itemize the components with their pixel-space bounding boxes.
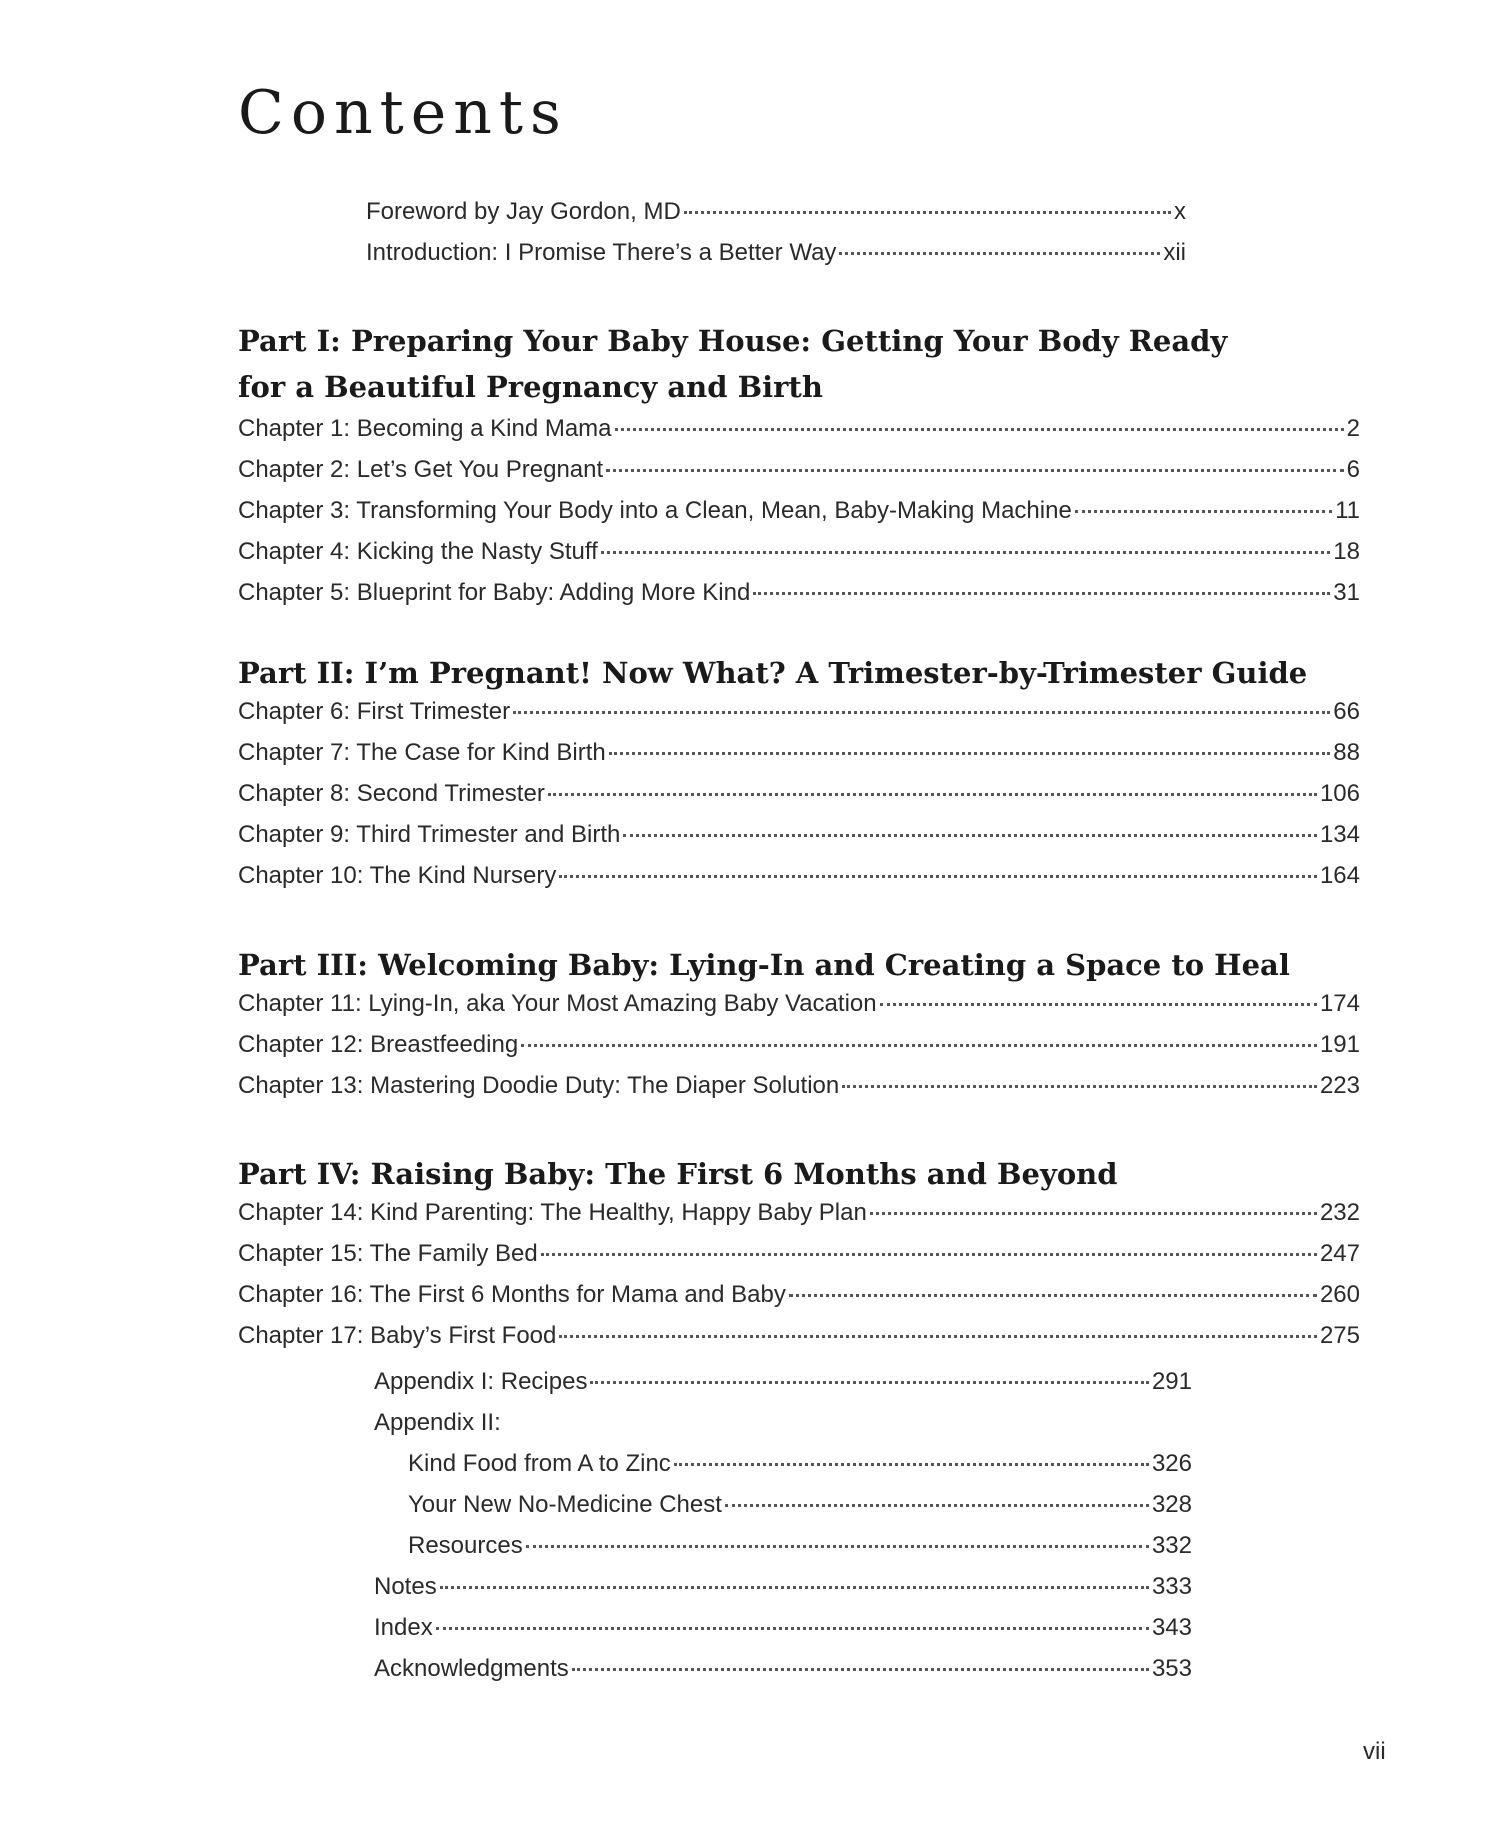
entry-label: Chapter 7: The Case for Kind Birth bbox=[238, 739, 606, 766]
entry-label: Notes bbox=[374, 1573, 437, 1600]
entry-page: 326 bbox=[1151, 1450, 1192, 1477]
entry-label: Chapter 14: Kind Parenting: The Healthy, Happy Baby Plan bbox=[238, 1199, 867, 1226]
page-title: Contents bbox=[238, 78, 568, 148]
toc-entry-chapter[interactable] bbox=[238, 698, 1360, 739]
entry-page: 134 bbox=[1319, 821, 1360, 848]
entry-page: 31 bbox=[1333, 579, 1360, 606]
entry-label: Chapter 11: Lying-In, aka Your Most Amazing Baby Vacation bbox=[238, 990, 877, 1017]
entry-label: Appendix I: Recipes bbox=[374, 1368, 588, 1395]
dot-leader bbox=[526, 1545, 1149, 1548]
entry-page: 106 bbox=[1319, 780, 1360, 807]
part-3-section bbox=[238, 942, 1360, 1113]
entry-page: 291 bbox=[1151, 1368, 1192, 1395]
part-title: Part IV: Raising Baby: The First 6 Months and Beyond bbox=[238, 1157, 1118, 1191]
dot-leader bbox=[548, 793, 1317, 796]
front-matter-list bbox=[366, 198, 1186, 280]
toc-entry-notes[interactable] bbox=[374, 1573, 1192, 1614]
dot-leader bbox=[839, 252, 1160, 255]
entry-page: 18 bbox=[1333, 538, 1360, 565]
entry-page: xii bbox=[1163, 239, 1186, 266]
part-title: Part III: Welcoming Baby: Lying-In and Creating a Space to Heal bbox=[238, 948, 1290, 982]
entry-page: 88 bbox=[1333, 739, 1360, 766]
toc-entry-chapter[interactable] bbox=[238, 456, 1360, 497]
entry-label: Acknowledgments bbox=[374, 1655, 569, 1682]
entry-page: 232 bbox=[1319, 1199, 1360, 1226]
dot-leader bbox=[623, 834, 1317, 837]
toc-entry-introduction[interactable] bbox=[366, 239, 1186, 280]
entry-page: 328 bbox=[1151, 1491, 1192, 1518]
toc-entry-chapter[interactable] bbox=[238, 579, 1360, 620]
entry-page: 223 bbox=[1319, 1072, 1360, 1099]
entry-label: Chapter 6: First Trimester bbox=[238, 698, 511, 725]
entry-label: Appendix II: bbox=[374, 1409, 501, 1436]
dot-leader bbox=[559, 1335, 1317, 1338]
entry-label: Index bbox=[374, 1614, 433, 1641]
dot-leader bbox=[590, 1381, 1148, 1384]
dot-leader bbox=[674, 1463, 1149, 1466]
dot-leader bbox=[572, 1668, 1149, 1671]
toc-entry-chapter[interactable] bbox=[238, 415, 1360, 456]
part-1-chapters bbox=[238, 415, 1360, 620]
entry-label: Resources bbox=[408, 1532, 523, 1559]
entry-page: x bbox=[1174, 198, 1186, 225]
entry-page: 353 bbox=[1151, 1655, 1192, 1682]
toc-entry-appendix-item[interactable] bbox=[374, 1450, 1192, 1491]
dot-leader bbox=[609, 752, 1331, 755]
toc-entry-appendix-heading bbox=[374, 1409, 1192, 1450]
entry-label: Chapter 4: Kicking the Nasty Stuff bbox=[238, 538, 598, 565]
dot-leader bbox=[1075, 510, 1332, 513]
entry-page: 164 bbox=[1319, 862, 1360, 889]
toc-entry-appendix-item[interactable] bbox=[374, 1532, 1192, 1573]
entry-page: 275 bbox=[1319, 1322, 1360, 1349]
entry-label: Chapter 13: Mastering Doodie Duty: The Diaper Solution bbox=[238, 1072, 840, 1099]
part-1-section bbox=[238, 318, 1238, 412]
entry-page: 11 bbox=[1335, 497, 1360, 524]
toc-entry-chapter[interactable] bbox=[238, 497, 1360, 538]
part-4-section bbox=[238, 1151, 1360, 1363]
entry-label: Chapter 2: Let’s Get You Pregnant bbox=[238, 456, 604, 483]
entry-label: Chapter 9: Third Trimester and Birth bbox=[238, 821, 621, 848]
entry-label: Chapter 1: Becoming a Kind Mama bbox=[238, 415, 612, 442]
dot-leader bbox=[789, 1294, 1317, 1297]
entry-label: Chapter 15: The Family Bed bbox=[238, 1240, 538, 1267]
toc-entry-chapter[interactable] bbox=[238, 1281, 1360, 1322]
dot-leader bbox=[880, 1003, 1317, 1006]
toc-entry-chapter[interactable] bbox=[238, 780, 1360, 821]
dot-leader bbox=[513, 711, 1330, 714]
part-2-section bbox=[238, 650, 1360, 903]
dot-leader bbox=[842, 1085, 1317, 1088]
entry-label: Chapter 16: The First 6 Months for Mama and Baby bbox=[238, 1281, 786, 1308]
toc-entry-chapter[interactable] bbox=[238, 538, 1360, 579]
dot-leader bbox=[436, 1627, 1149, 1630]
toc-entry-chapter[interactable] bbox=[238, 1031, 1360, 1072]
entry-page: 191 bbox=[1319, 1031, 1360, 1058]
part-title: Part I: Preparing Your Baby House: Getting Your Body Ready for a Beautiful Pregnancy and Birth bbox=[238, 324, 1228, 404]
entry-page: 174 bbox=[1319, 990, 1360, 1017]
entry-page: 343 bbox=[1151, 1614, 1192, 1641]
part-title: Part II: I’m Pregnant! Now What? A Trimester-by-Trimester Guide bbox=[238, 656, 1308, 690]
dot-leader bbox=[601, 551, 1331, 554]
toc-entry-chapter[interactable] bbox=[238, 1072, 1360, 1113]
toc-entry-chapter[interactable] bbox=[238, 739, 1360, 780]
entry-page: 332 bbox=[1151, 1532, 1192, 1559]
entry-label: Chapter 8: Second Trimester bbox=[238, 780, 545, 807]
entry-page: 2 bbox=[1346, 415, 1360, 442]
back-matter-list bbox=[374, 1368, 1192, 1696]
entry-page: 260 bbox=[1319, 1281, 1360, 1308]
entry-label: Chapter 10: The Kind Nursery bbox=[238, 862, 557, 889]
entry-page: 66 bbox=[1333, 698, 1360, 725]
dot-leader bbox=[541, 1253, 1317, 1256]
toc-entry-chapter[interactable] bbox=[238, 1199, 1360, 1240]
entry-label: Your New No-Medicine Chest bbox=[408, 1491, 722, 1518]
dot-leader bbox=[615, 428, 1344, 431]
entry-page: 6 bbox=[1346, 456, 1360, 483]
toc-entry-chapter[interactable] bbox=[238, 821, 1360, 862]
dot-leader bbox=[606, 469, 1343, 472]
dot-leader bbox=[559, 875, 1317, 878]
toc-entry-foreword[interactable] bbox=[366, 198, 1186, 239]
toc-entry-appendix-item[interactable] bbox=[374, 1491, 1192, 1532]
dot-leader bbox=[440, 1586, 1149, 1589]
entry-label: Foreword by Jay Gordon, MD bbox=[366, 198, 681, 225]
dot-leader bbox=[521, 1044, 1317, 1047]
dot-leader bbox=[753, 592, 1330, 595]
entry-label: Chapter 12: Breastfeeding bbox=[238, 1031, 519, 1058]
dot-leader bbox=[870, 1212, 1317, 1215]
entry-label: Introduction: I Promise There’s a Better Way bbox=[366, 239, 837, 266]
toc-entry-chapter[interactable] bbox=[238, 862, 1360, 903]
entry-label: Kind Food from A to Zinc bbox=[408, 1450, 671, 1477]
toc-entry-index[interactable] bbox=[374, 1614, 1192, 1655]
toc-entry-chapter[interactable] bbox=[238, 1240, 1360, 1281]
entry-page: 333 bbox=[1151, 1573, 1192, 1600]
entry-label: Chapter 3: Transforming Your Body into a Clean, Mean, Baby-Making Machine bbox=[238, 497, 1072, 524]
page-number: vii bbox=[1363, 1738, 1386, 1765]
entry-page: 247 bbox=[1319, 1240, 1360, 1267]
dot-leader bbox=[684, 211, 1171, 214]
entry-label: Chapter 17: Baby’s First Food bbox=[238, 1322, 557, 1349]
toc-entry-appendix[interactable] bbox=[374, 1368, 1192, 1409]
toc-entry-chapter[interactable] bbox=[238, 990, 1360, 1031]
dot-leader bbox=[725, 1504, 1149, 1507]
entry-label: Chapter 5: Blueprint for Baby: Adding More Kind bbox=[238, 579, 751, 606]
toc-entry-chapter[interactable] bbox=[238, 1322, 1360, 1363]
toc-entry-acknowledgments[interactable] bbox=[374, 1655, 1192, 1696]
